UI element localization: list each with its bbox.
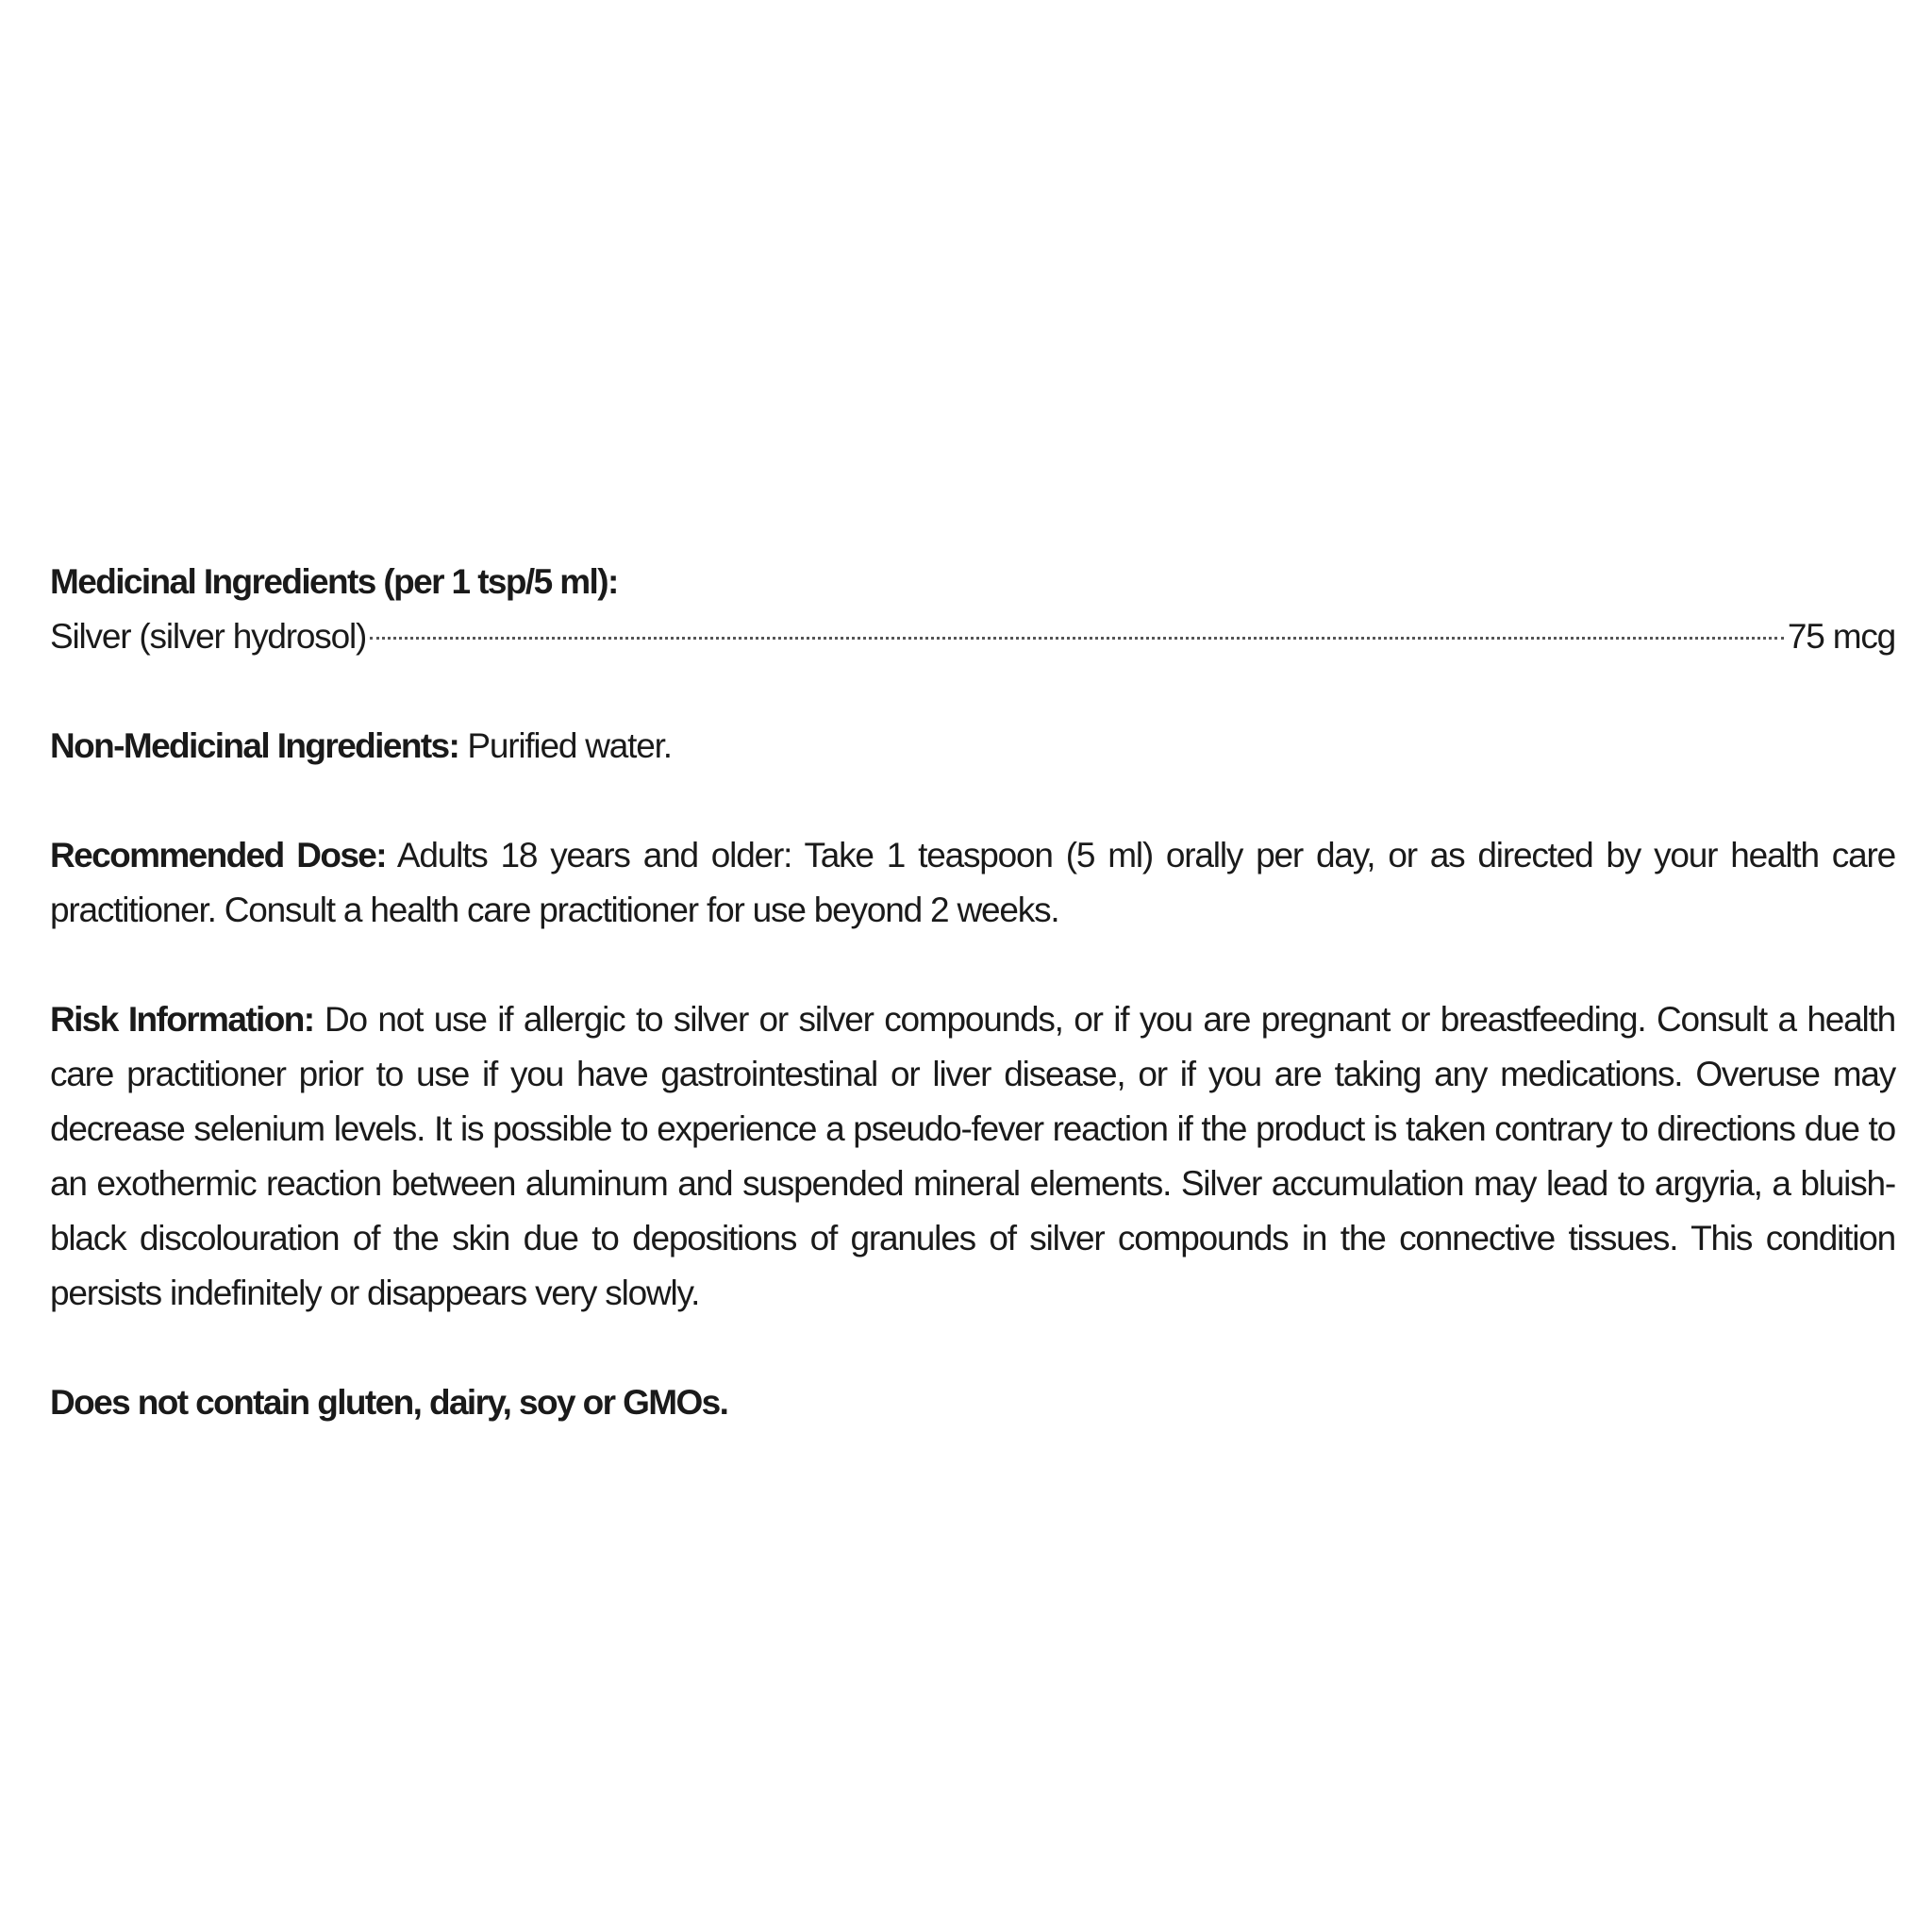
recommended-dose-text: Adults 18 years and older: Take 1 teaspoon (5 ml) orally per day, or as directed by your health care practitioner. Consult a health care practitioner for use beyond 2 weeks. (50, 836, 1895, 929)
non-medicinal-ingredients-heading: Non-Medicinal Ingredients: (50, 726, 459, 765)
risk-information-text: Do not use if allergic to silver or silver compounds, or if you are pregnant or breastfeeding. Consult a health care practitioner prior to use if you have gastrointestinal or liver disease, or if you are taking any medications. Overuse may decrease selenium levels. It is possible to experience a pseudo-fever reaction if the product is taken contrary to directions due to an exothermic reaction between aluminum and suspended mineral elements. Silver accumulation may lead to argyria, a bluish-black discolouration of the skin due to depositions of granules of silver compounds in the connective tissues. This condition persists indefinitely or disappears very slowly. (50, 1000, 1895, 1312)
product-label-panel (50, 555, 1895, 1485)
risk-information-section (50, 992, 1895, 1321)
risk-information-heading: Risk Information: (50, 1000, 314, 1039)
recommended-dose-heading: Recommended Dose: (50, 836, 386, 874)
ingredient-row (50, 609, 1895, 664)
medicinal-ingredients-heading: Medicinal Ingredients (per 1 tsp/5 ml): (50, 562, 618, 601)
non-medicinal-ingredients-text: Purified water. (458, 726, 672, 765)
allergen-note: Does not contain gluten, dairy, soy or GMOs. (50, 1383, 728, 1422)
leader-dots (370, 637, 1784, 640)
medicinal-ingredients-section (50, 555, 1895, 664)
ingredient-name: Silver (silver hydrosol) (50, 617, 367, 656)
ingredient-amount: 75 mcg (1787, 617, 1895, 656)
recommended-dose-section (50, 828, 1895, 938)
non-medicinal-ingredients-section (50, 719, 1895, 774)
